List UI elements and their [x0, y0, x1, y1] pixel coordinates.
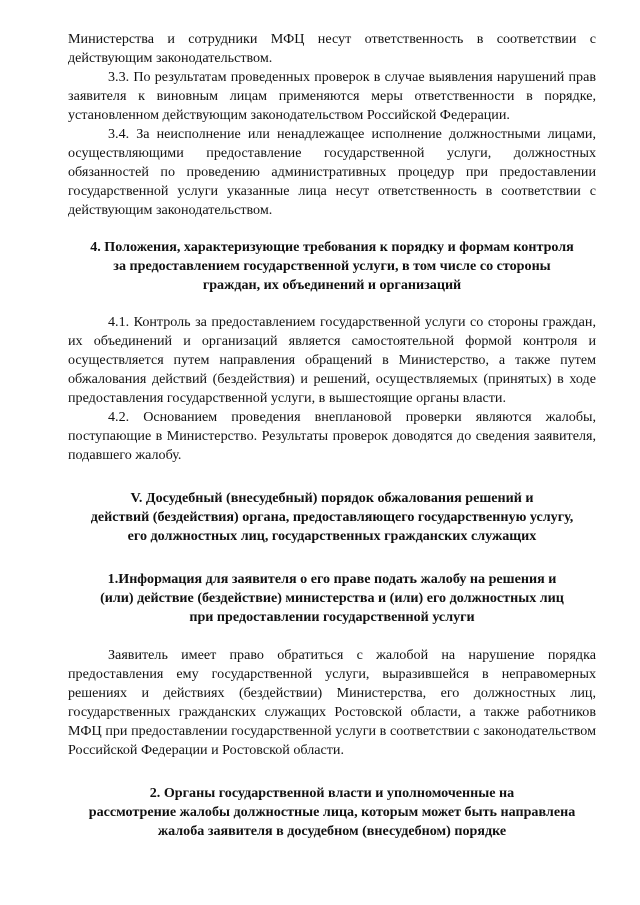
subsection-2-heading-line-1: 2. Органы государственной власти и уполномоченные на: [149, 785, 515, 801]
subsection-2-heading-line-3: жалоба заявителя в досудебном (внесудебном) порядке: [157, 823, 507, 839]
section-v-heading: [68, 489, 596, 546]
subsection-1-heading-line-3: при предоставлении государственной услуги: [189, 609, 475, 625]
subsection-1-heading-line-1: 1.Информация для заявителя о его праве подать жалобу на решения и: [107, 571, 557, 587]
section-4-heading-line-3: граждан, их объединений и организаций: [202, 277, 462, 293]
subsection-1-heading-line-2: (или) действие (бездействие) министерства и (или) его должностных лиц: [100, 590, 564, 606]
section-4-heading: [68, 238, 596, 295]
section-v-heading-line-2: действий (бездействия) органа, предоставляющего государственную услугу,: [90, 509, 574, 525]
paragraph-4-2: 4.2. Основанием проведения внеплановой проверки являются жалобы, поступающие в Министерство. Результаты проверок доводятся до сведения заявителя, подавшего жалобу.: [68, 409, 596, 463]
document-page: [68, 30, 596, 841]
paragraph-3-3: 3.3. По результатам проведенных проверок в случае выявления нарушений прав заявителя к виновным лицам применяются меры ответственности в порядке, установленном действующим законодательством Российской Федерации.: [68, 69, 596, 123]
section-v-heading-line-1: V. Досудебный (внесудебный) порядок обжалования решений и: [130, 490, 534, 506]
paragraph-intro: Министерства и сотрудники МФЦ несут ответственность в соответствии с действующим законодательством.: [68, 31, 596, 66]
section-v-heading-line-3: его должностных лиц, государственных гражданских служащих: [127, 528, 537, 544]
subsection-2-heading: [68, 784, 596, 841]
section-4-heading-line-1: 4. Положения, характеризующие требования к порядку и формам контроля: [90, 239, 574, 255]
subsection-2-heading-line-2: рассмотрение жалобы должностные лица, которым может быть направлена: [88, 804, 576, 820]
section-4-heading-line-2: за предоставлением государственной услуги, в том числе со стороны: [113, 258, 551, 274]
subsection-1-heading: [68, 570, 596, 627]
paragraph-appeal-right: Заявитель имеет право обратиться с жалобой на нарушение порядка предоставления ему государственной услуги, выразившейся в неправомерных решениях и действиях (бездействии) Министерства, его должностных лиц, государственных гражданских служащих Ростовской области, а также работников МФЦ при предоставлении государственной услуги в соответствии с законодательством Российской Федерации и Ростовской области.: [68, 647, 596, 758]
paragraph-4-1: 4.1. Контроль за предоставлением государственной услуги со стороны граждан, их объединений и организаций является самостоятельной формой контроля и осуществляется путем направления обращений в Министерство, а также путем обжалования действий (бездействия) и решений, осуществляемых (принятых) в ходе предоставления государственной услуги, в вышестоящие органы власти.: [68, 314, 596, 406]
paragraph-3-4: 3.4. За неисполнение или ненадлежащее исполнение должностными лицами, осуществляющими предоставление государственной услуги, должностных обязанностей по проведению административных процедур при предоставлении государственной услуги указанные лица несут ответственность в соответствии с действующим законодательством.: [68, 126, 596, 218]
